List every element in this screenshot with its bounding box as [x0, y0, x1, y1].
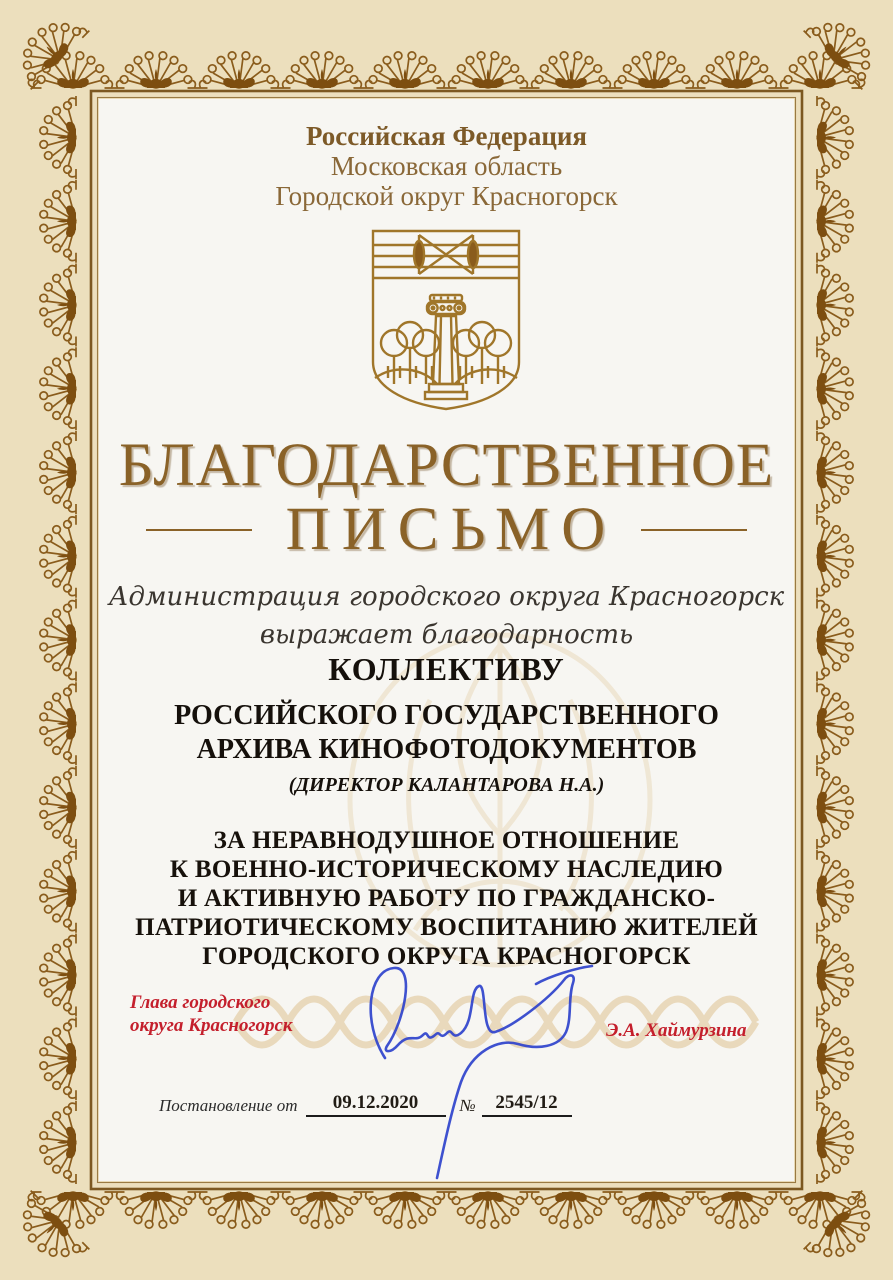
header-country: Российская Федерация [305, 121, 588, 151]
decree-date: 09.12.2020 [306, 1092, 446, 1117]
citation-line: И АКТИВНУЮ РАБОТУ ПО ГРАЖДАНСКО- [177, 885, 716, 912]
citation-line: К ВОЕННО-ИСТОРИЧЕСКОМУ НАСЛЕДИЮ [169, 856, 724, 883]
intro-block [97, 578, 796, 654]
header-region: Московская область [330, 151, 563, 181]
decree-number: 2545/12 [482, 1092, 572, 1117]
title-line2-row [97, 498, 796, 562]
official-name: Э.А. Хаймурзина [606, 1020, 747, 1041]
official-title [130, 991, 293, 1037]
decree-label: Постановление от [159, 1096, 298, 1115]
header-block [97, 121, 796, 211]
handwritten-signature [340, 950, 620, 1185]
recipient-director: (ДИРЕКТОР КАЛАНТАРОВА Н.А.) [288, 774, 605, 796]
number-sign: № [459, 1096, 476, 1115]
krasnogorsk-coat-of-arms-icon [367, 226, 525, 418]
intro-line2: выражает благодарность [259, 620, 634, 650]
recipient-org-line1: РОССИЙСКОГО ГОСУДАРСТВЕННОГО [174, 700, 719, 731]
citation-line: ЗА НЕРАВНОДУШНОЕ ОТНОШЕНИЕ [213, 827, 680, 854]
recipient-organization [97, 699, 796, 767]
title-rule-right [641, 529, 747, 531]
citation-line: ПАТРИОТИЧЕСКОМУ ВОСПИТАНИЮ ЖИТЕЛЕЙ [135, 914, 758, 941]
header-district: Городской округ Красногорск [275, 181, 618, 211]
decree-line [159, 1092, 572, 1117]
title-rule-left [146, 529, 252, 531]
intro-line1: Администрация городского округа Красногорск [108, 582, 785, 612]
title-line1: БЛАГОДАРСТВЕННОЕ [118, 432, 775, 499]
official-title-line1: Глава городского [130, 992, 271, 1013]
recipient-collective: КОЛЛЕКТИВУ [328, 651, 565, 687]
recipient-org-line2: АРХИВА КИНОФОТОДОКУМЕНТОВ [196, 734, 697, 765]
official-title-line2: округа Красногорск [130, 1015, 293, 1036]
citation-line: ГОРОДСКОГО ОКРУГА КРАСНОГОРСК [202, 943, 691, 970]
title-line2: ПИСЬМО [285, 496, 618, 563]
